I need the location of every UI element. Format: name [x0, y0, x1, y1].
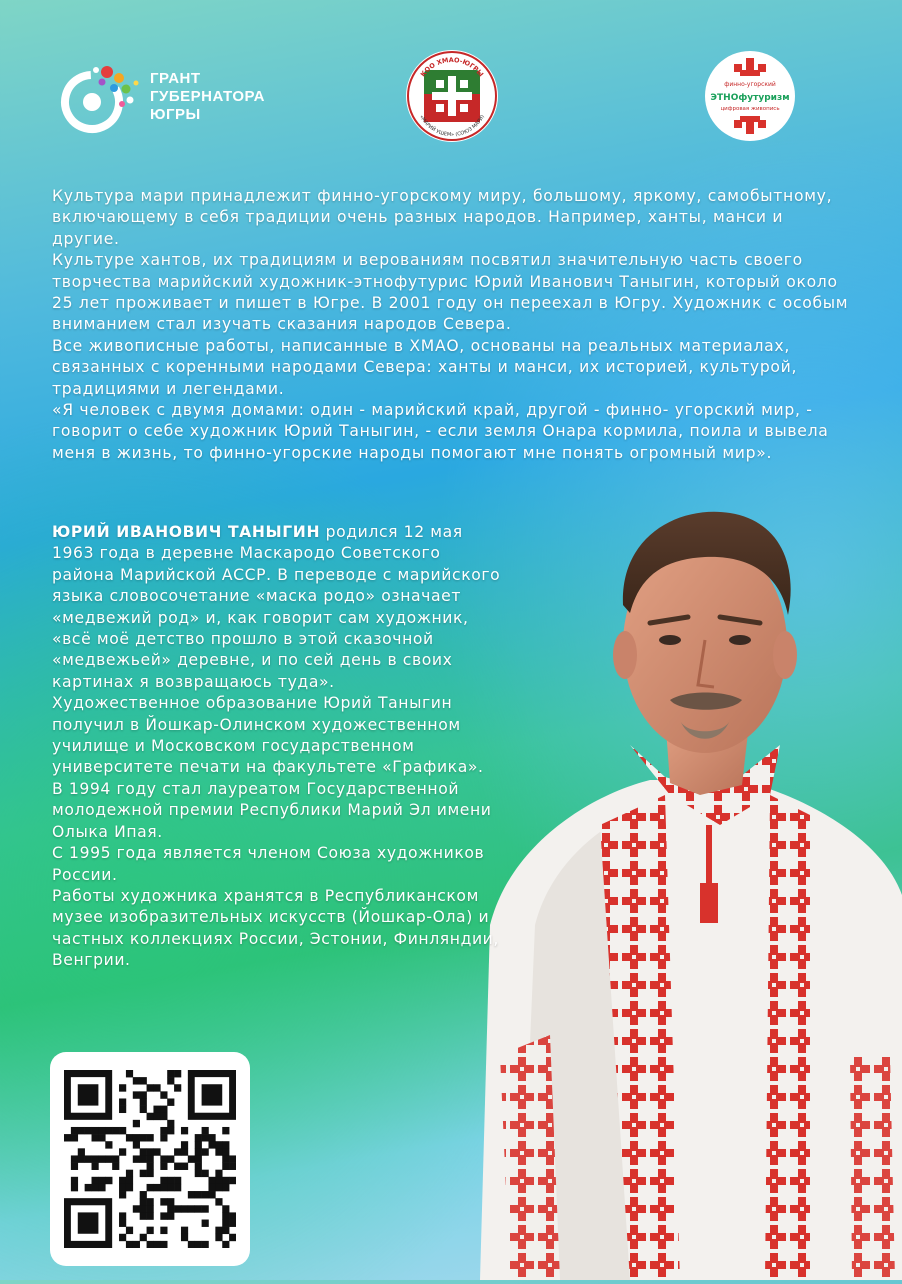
grant-logo[interactable]: [52, 58, 292, 138]
grant-logo-text: [150, 70, 265, 124]
bio-paragraph-1-text: родился 12 мая 1963 года в деревне Маскародо Советского района Марийской АССР. В переводе с марийского языка словосочетание «маска родо» означает «медвежий род» и, как говорит сам художник, «всё моё детство прошло в этой сказочной «медвежьей» деревне, и по сей день в своих картинах я возвращаюсь туда».: [52, 523, 501, 691]
ethnofuturism-logo[interactable]: [704, 50, 796, 142]
artist-portrait: [480, 495, 902, 1280]
bio-paragraph-4: С 1995 года является членом Союза художников России.: [52, 844, 485, 884]
biography-text: [52, 522, 502, 972]
mari-ornament-red-emblem: [704, 50, 796, 142]
qr-code-icon[interactable]: [64, 1070, 236, 1248]
bio-paragraph-5: Работы художника хранятся в Республиканском музее изобразительных искусств (Йошкар-Ола) и частных коллекциях России, Эстонии, Финляндии, Венгрии.: [52, 886, 499, 970]
center-logo-top-text: КОО ХМАО-ЮГРЫ: [418, 55, 486, 79]
intro-text: [52, 186, 852, 464]
bio-paragraph-3: В 1994 году стал лауреатом Государственной молодежной премии Республики Марий Эл имени Олыка Ипая.: [52, 779, 492, 841]
mari-union-logo[interactable]: [404, 48, 500, 144]
mari-ornament-emblem: [404, 48, 500, 144]
qr-card[interactable]: [50, 1052, 250, 1266]
bio-paragraph-2: Художественное образование Юрий Таныгин получил в Йошкар-Олинском художественном училище и Московском государственном университете печати на факультете «Графика».: [52, 694, 484, 777]
right-logo-middle-text: ЭТНОфутуризм: [710, 93, 790, 103]
grant-line-1: ГРАНТ: [150, 70, 201, 87]
intro-paragraph-4: «Я человек с двумя домами: один - марийский край, другой - финно- угорский мир, - говорит о себе художник Юрий Таныгин, - если земля Онара кормила, поила и вывела меня в жизнь, то финно-угорские народы помогают мне понять огромный мир».: [52, 401, 829, 462]
grant-line-2: ГУБЕРНАТОРА: [150, 88, 266, 105]
intro-paragraph-1: Культура мари принадлежит финно-угорскому миру, большому, яркому, самобытному, включающему в себя традиции очень разных народов. Например, ханты, манси и другие.: [52, 187, 833, 248]
artist-portrait-photo: [480, 495, 902, 1280]
right-logo-top-text: финно-угорский: [724, 81, 776, 88]
right-logo-bottom-text: цифровая живопись: [720, 106, 780, 112]
header: [0, 40, 902, 150]
center-logo-bottom-text: «МАРИЙ УШЕМ» (СОЮЗ МАРИ): [418, 114, 486, 139]
grant-line-3: ЮГРЫ: [150, 106, 201, 123]
bio-paragraph-1: [52, 522, 502, 693]
intro-paragraph-3: Все живописные работы, написанные в ХМАО, основаны на реальных материалах, связанных с коренными народами Севера: ханты и манси, их историей, культурой, традициями и легендами.: [52, 336, 798, 398]
artist-name: ЮРИЙ ИВАНОВИЧ ТАНЫГИН: [52, 523, 321, 541]
intro-paragraph-2: Культуре хантов, их традициям и верованиям посвятил значительную часть своего творчества марийский художник-этнофутурис Юрий Иванович Таныгин, который около 25 лет проживает и пишет в Югре. В 2001 году он переехал в Югру. Художник с особым вниманием стал изучать сказания народов Севера.: [52, 251, 849, 334]
grant-circle-dots-icon: [52, 58, 144, 138]
